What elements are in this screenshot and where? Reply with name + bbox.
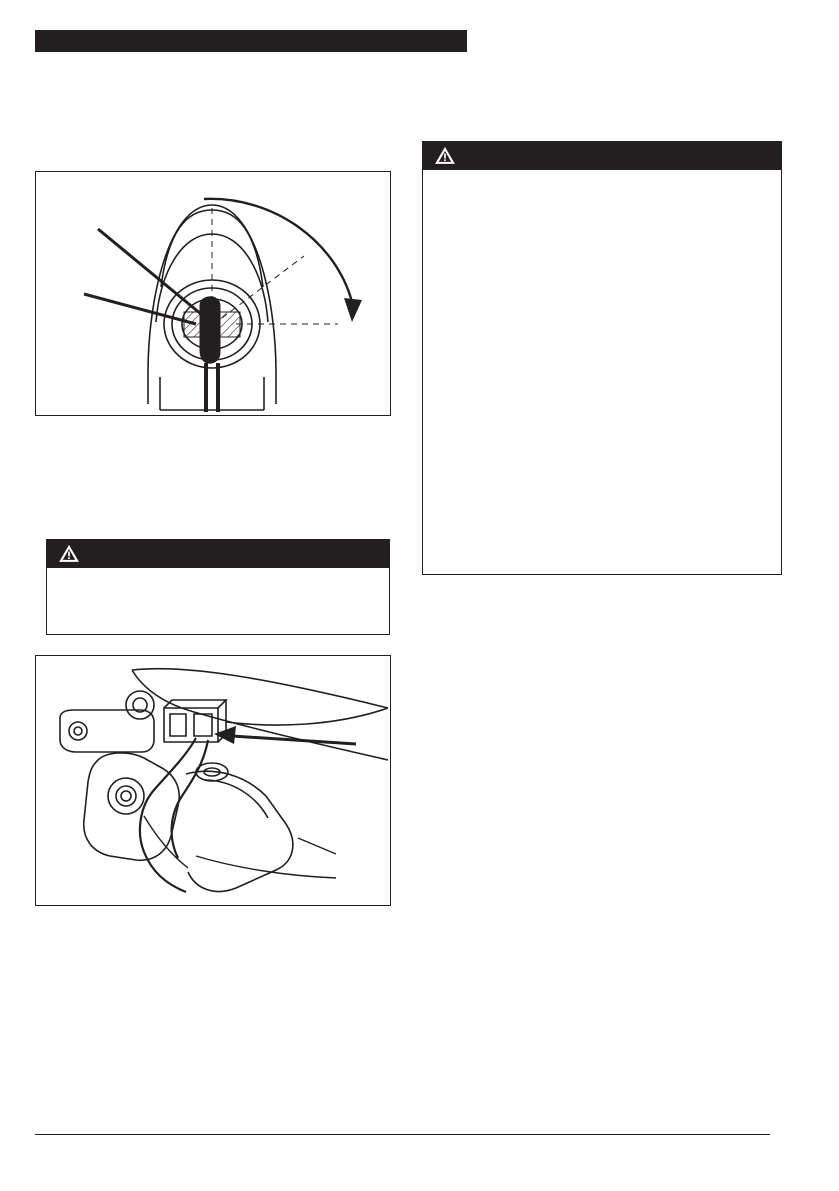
warning-header-right: [423, 142, 781, 170]
rotation-arrow-head: [344, 298, 362, 322]
warning-box-left: [46, 539, 390, 635]
throttle-lever-illustration: [36, 172, 388, 413]
throttle-lever-diagram: [35, 171, 391, 416]
engine-switch-diagram: [35, 655, 391, 906]
warning-header-left: [47, 540, 389, 568]
warning-triangle-icon: [59, 544, 79, 564]
page-header-bar: [35, 30, 467, 52]
warning-triangle-icon: [435, 146, 455, 166]
lever-knob: [200, 297, 220, 363]
warning-box-right: [422, 141, 782, 575]
warning-body-left: [47, 568, 389, 586]
footer-rule: [35, 1134, 770, 1135]
warning-body-right: [423, 170, 781, 188]
callout-leader-2: [84, 294, 196, 324]
engine-switch-illustration: [36, 656, 388, 903]
